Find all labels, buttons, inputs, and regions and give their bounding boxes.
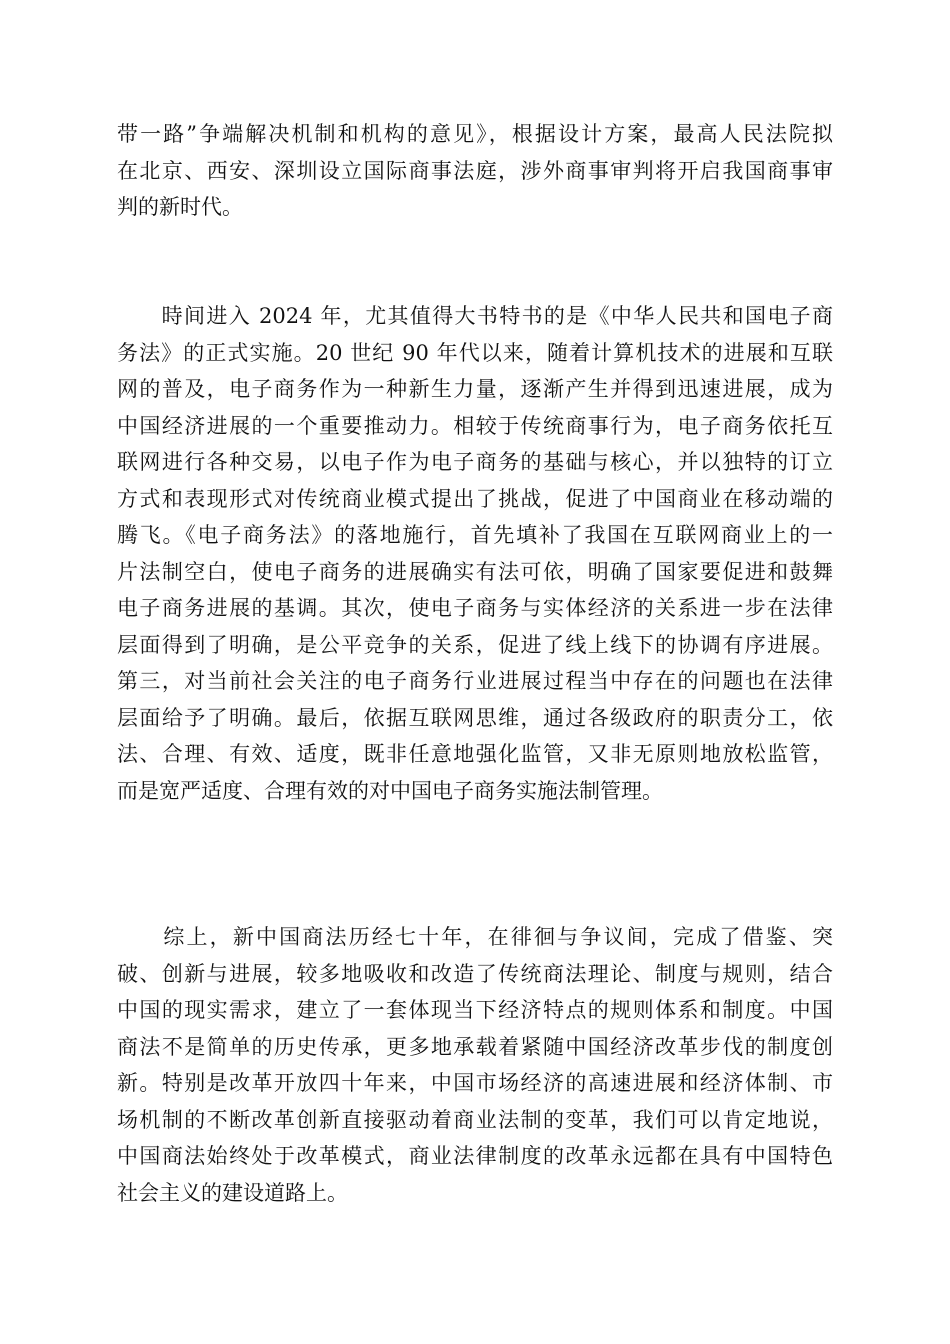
text-line: 场机制的不断改革创新直接驱动着商业法制的变革，我们可以肯定地说， [117,1107,833,1132]
text-line: 层面给予了明确。最后，依据互联网思维，通过各级政府的职责分工，依 [117,705,833,730]
text-line: 社会主义的建设道路上。 [117,1180,348,1205]
text-line: 层面得到了明确，是公平竞争的关系，促进了线上线下的协调有序进展。 [117,632,833,657]
paragraph-1 [117,116,833,226]
text-line: 新。特别是改革开放四十年来，中国市场经济的高速进展和经济体制、市 [117,1071,833,1095]
text-line: 破、创新与进展，较多地吸收和改造了传统商法理论、制度与规则，结合 [117,961,833,986]
text-line: 商法不是简单的历史传承，更多地承载着紧随中国经济改革步伐的制度创 [117,1034,833,1059]
text-line: 中国经济进展的一个重要推动力。相较于传统商事行为，电子商务依托互 [117,413,833,438]
text-line: 法、合理、有效、适度，既非任意地强化监管，又非无原则地放松监管， [117,742,833,766]
text-line: 联网进行各种交易，以电子作为电子商务的基础与核心，并以独特的订立 [117,450,833,474]
text-line: 电子商务进展的基调。其次，使电子商务与实体经济的关系进一步在法律 [117,596,833,620]
text-line: 時间进入 2024 年，尤其值得大书特书的是《中华人民共和国电子商 [117,304,833,328]
text-line: 在北京、西安、深圳设立国际商事法庭，涉外商事审判将开启我国商事审 [117,158,833,183]
text-line: 第三，对当前社会关注的电子商务行业进展过程当中存在的问题也在法律 [117,669,833,693]
text-line: 判的新时代。 [117,195,243,219]
text-line: 综上，新中国商法历经七十年，在徘徊与争议间，完成了借鉴、突 [117,925,833,949]
paragraph-2 [117,298,833,809]
text-line: 片法制空白，使电子商务的进展确实有法可依，明确了国家要促进和鼓舞 [117,559,833,584]
text-line: 方式和表现形式对传统商业模式提出了挑战，促进了中国商业在移动端的 [117,486,833,511]
text-line: 中国商法始终处于改革模式，商业法律制度的改革永远都在具有中国特色 [117,1144,833,1168]
text-line: 务法》的正式实施。20 世纪 90 年代以来，随着计算机技术的进展和互联 [117,340,833,365]
paragraph-3 [117,919,833,1211]
text-line: 中国的现实需求，建立了一套体现当下经济特点的规则体系和制度。中国 [117,998,833,1022]
text-line: 腾飞。《电子商务法》的落地施行，首先填补了我国在互联网商业上的一 [117,523,833,547]
text-line: 网的普及，电子商务作为一种新生力量，逐渐产生并得到迅速进展，成为 [117,377,833,401]
text-line: 带一路”争端解决机制和机构的意见》，根据设计方案，最高人民法院拟 [117,122,833,146]
text-line: 而是宽严适度、合理有效的对中国电子商务实施法制管理。 [117,778,663,803]
